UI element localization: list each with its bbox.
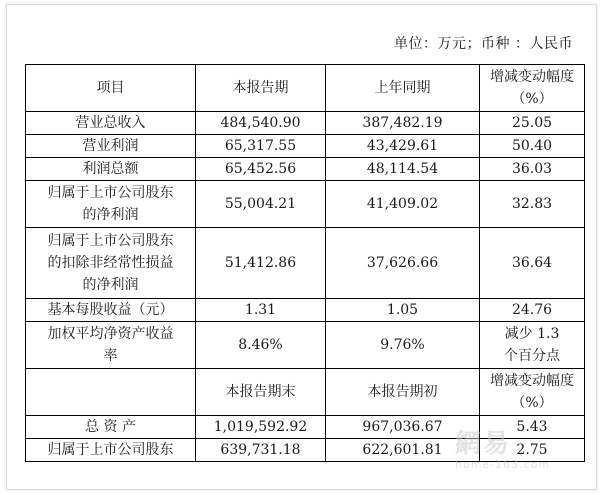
header-previous-line: 上年同期 <box>374 80 431 96</box>
row-previous-value <box>326 135 480 158</box>
header-change-line: （%） <box>511 91 553 107</box>
row-label-line: 归属于上市公司股东 <box>47 233 174 249</box>
row-label-line: 营业利润 <box>82 138 139 154</box>
header-item <box>26 65 196 112</box>
row-previous-value-line: 967,036.67 <box>362 419 443 435</box>
header-item <box>26 369 196 416</box>
row-change-value-line: 24.76 <box>511 302 553 318</box>
row-current-value-line: 1,019,592.92 <box>213 419 308 435</box>
table-row <box>26 322 585 369</box>
row-previous-value <box>326 112 480 135</box>
row-label <box>26 181 196 228</box>
row-change-value-line: 25.05 <box>511 115 553 131</box>
row-change-value-line: 50.40 <box>511 138 553 154</box>
row-current-value <box>196 228 326 299</box>
row-current-value <box>196 416 326 439</box>
row-current-value <box>196 112 326 135</box>
row-previous-value <box>326 416 480 439</box>
row-current-value <box>196 299 326 322</box>
row-change-value-line: 2.75 <box>516 442 548 458</box>
row-current-value <box>196 181 326 228</box>
row-current-value-line: 55,004.21 <box>224 196 297 212</box>
row-label-line: 归属于上市公司股东 <box>47 185 174 201</box>
row-label <box>26 322 196 369</box>
row-current-value-line: 65,452.56 <box>224 161 297 177</box>
row-previous-value <box>326 299 480 322</box>
row-label <box>26 158 196 181</box>
row-current-value <box>196 158 326 181</box>
row-current-value-line: 1.31 <box>244 302 277 318</box>
row-current-value <box>196 322 326 369</box>
row-label-line: 归属于上市公司股东 <box>47 442 174 458</box>
table-header-row-2 <box>26 369 585 416</box>
row-change-value-line: 个百分点 <box>504 348 560 364</box>
table-row <box>26 112 585 135</box>
row-label-line: 的净利润 <box>82 277 139 293</box>
row-label <box>26 299 196 322</box>
header-item-line: 项目 <box>96 80 125 96</box>
row-change-value <box>480 135 585 158</box>
header-change-line: （%） <box>511 395 553 411</box>
row-change-value <box>480 416 585 439</box>
unit-currency-note: 单位：万元；币种 ：人民币 <box>394 36 573 52</box>
row-label-line: 利润总额 <box>82 161 139 177</box>
header-change <box>480 65 585 112</box>
row-previous-value <box>326 439 480 462</box>
row-label-line: 营业总收入 <box>75 115 146 131</box>
row-previous-value-line: 387,482.19 <box>362 115 443 131</box>
row-previous-value <box>326 158 480 181</box>
row-label-line: 加权平均净资产收益 <box>47 326 174 342</box>
header-current <box>196 65 326 112</box>
row-label-line: 基本每股收益（元） <box>47 302 174 318</box>
row-change-value <box>480 299 585 322</box>
row-change-value <box>480 322 585 369</box>
row-current-value <box>196 135 326 158</box>
row-current-value-line: 65,317.55 <box>224 138 297 154</box>
row-change-value <box>480 158 585 181</box>
table-row <box>26 135 585 158</box>
row-current-value-line: 8.46% <box>238 337 283 353</box>
financial-summary-table <box>25 64 585 462</box>
row-label-line: 总 资 产 <box>85 419 136 435</box>
row-change-value-line: 5.43 <box>516 419 548 435</box>
table-header-row <box>26 65 585 112</box>
row-previous-value <box>326 228 480 299</box>
header-current-line: 本报告期末 <box>225 384 296 400</box>
header-previous <box>326 369 480 416</box>
row-label-line: 的净利润 <box>82 207 139 223</box>
row-change-value-line: 36.03 <box>511 161 553 177</box>
row-change-value-line: 减少 1.3 <box>504 326 560 342</box>
row-label <box>26 439 196 462</box>
row-previous-value-line: 1.05 <box>386 302 419 318</box>
row-previous-value-line: 37,626.66 <box>366 255 439 271</box>
row-previous-value-line: 43,429.61 <box>366 138 439 154</box>
table-row <box>26 158 585 181</box>
row-label <box>26 228 196 299</box>
row-previous-value-line: 48,114.54 <box>366 161 439 177</box>
row-previous-value <box>326 322 480 369</box>
header-previous-line: 本报告期初 <box>367 384 438 400</box>
row-current-value-line: 484,540.90 <box>220 115 301 131</box>
row-previous-value-line: 9.76% <box>380 337 425 353</box>
header-current-line: 本报告期 <box>232 80 289 96</box>
row-label <box>26 112 196 135</box>
row-previous-value-line: 622,601.81 <box>362 442 443 458</box>
header-current <box>196 369 326 416</box>
header-change-line: 增减变动幅度 <box>490 373 574 389</box>
row-label-line: 的扣除非经常性损益 <box>47 255 174 271</box>
row-label <box>26 135 196 158</box>
watermark-text: 網易 <box>455 429 512 459</box>
report-frame <box>6 4 597 490</box>
row-change-value-line: 36.64 <box>511 255 553 271</box>
header-previous <box>326 65 480 112</box>
row-change-value-line: 32.83 <box>511 196 553 212</box>
row-label <box>26 416 196 439</box>
watermark-sub: home-163.com <box>455 458 551 471</box>
row-previous-value-line: 41,409.02 <box>366 196 439 212</box>
table-row <box>26 228 585 299</box>
row-label-line: 率 <box>103 348 118 364</box>
row-current-value-line: 51,412.86 <box>224 255 297 271</box>
table-row <box>26 416 585 439</box>
row-change-value <box>480 439 585 462</box>
row-change-value <box>480 228 585 299</box>
row-change-value <box>480 112 585 135</box>
row-change-value <box>480 181 585 228</box>
table-row <box>26 181 585 228</box>
row-current-value-line: 639,731.18 <box>220 442 301 458</box>
row-current-value <box>196 439 326 462</box>
header-change-line: 增减变动幅度 <box>490 69 574 85</box>
row-previous-value <box>326 181 480 228</box>
table-row <box>26 439 585 462</box>
header-change <box>480 369 585 416</box>
table-row <box>26 299 585 322</box>
